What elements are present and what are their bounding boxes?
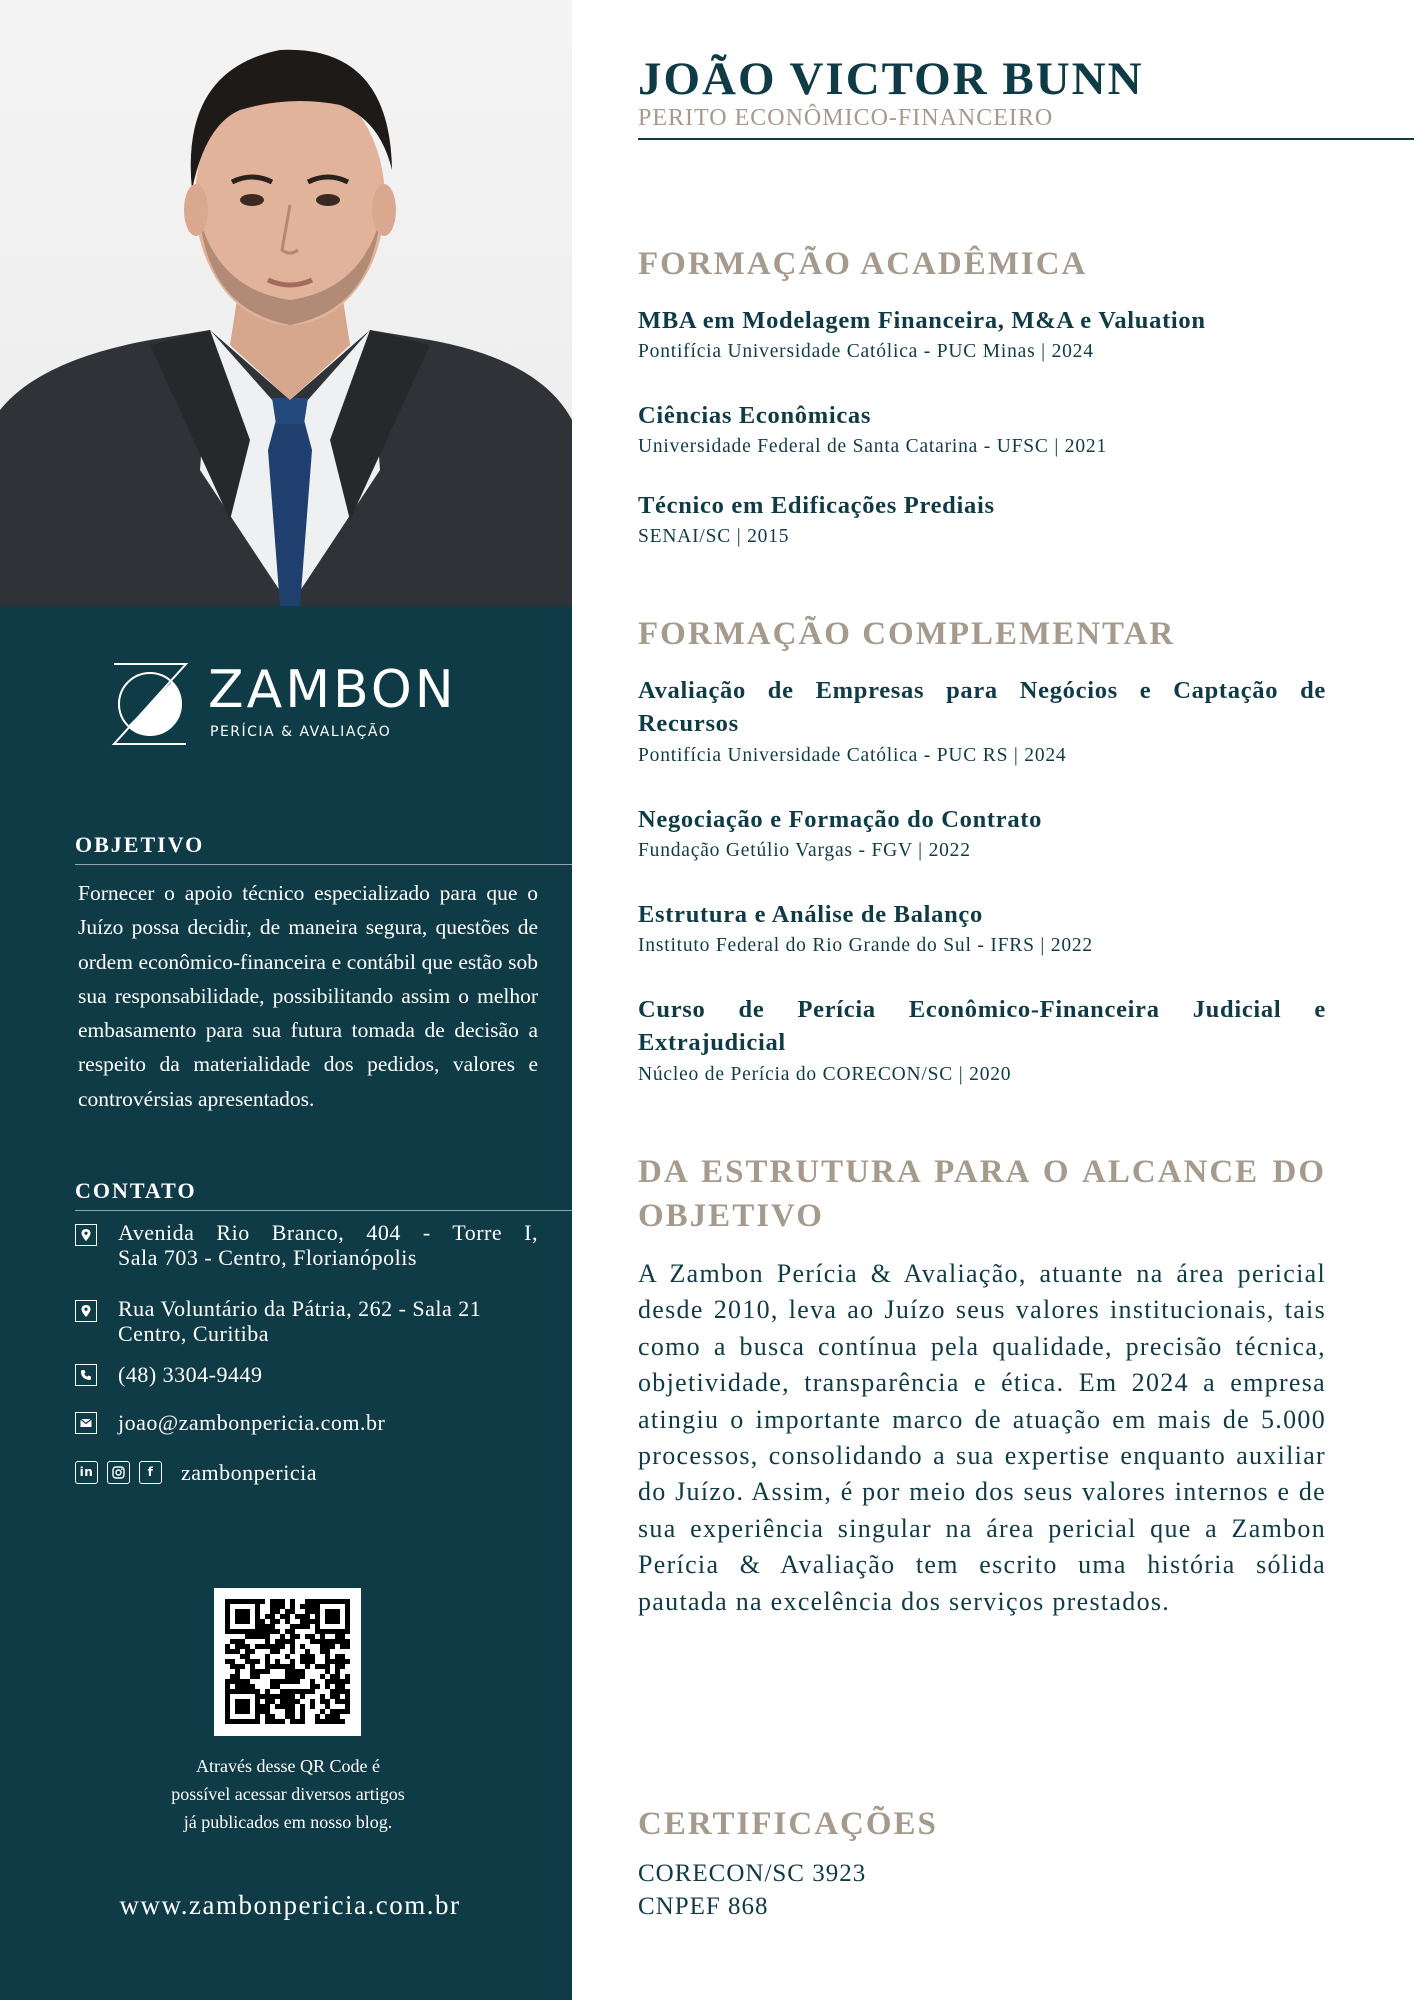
structure-text: A Zambon Perícia & Avaliação, atuante na área pericial desde 2010, leva ao Juízo seus valores institucionais, tais como a busca contínua pela qualidade, precisão técnica, objetividade, transparência e ética. Em 2024 a empresa atingiu o importante marco de atuação em mais de 5.000 processos, consolidando a sua expertise enquanto auxiliar do Juízo. Assim, é por meio dos seus valores internos e de sua experiência singular na área pericial que a Zambon Perícia & Avaliação tem escrito uma história sólida pautada na excelência dos serviços prestados. [638,1259,1326,1616]
phone-number[interactable]: (48) 3304-9449 [118,1362,263,1387]
complementary-item-detail: Pontifícia Universidade Católica - PUC RS | 2024 [638,745,1067,766]
structure-heading: DA ESTRUTURA PARA O ALCANCE DO OBJETIVO [638,1154,1326,1234]
academic-item-title: Técnico em Edificações Prediais [638,492,995,519]
address-1-line-2: Sala 703 - Centro, Florianópolis [118,1245,417,1270]
qr-caption-line-1: Através desse QR Code é [196,1756,380,1776]
complementary-item-detail: Núcleo de Perícia do CORECON/SC | 2020 [638,1064,1012,1085]
academic-item-detail: SENAI/SC | 2015 [638,526,790,547]
certifications-heading: CERTIFICAÇÕES [638,1806,938,1842]
location-pin-icon [75,1300,97,1322]
left-sidebar [0,0,572,2000]
complementary-heading: FORMAÇÃO COMPLEMENTAR [638,616,1176,652]
address-2-line-2: Centro, Curitiba [118,1321,269,1346]
website-link[interactable]: www.zambonpericia.com.br [119,1890,461,1920]
academic-item-detail: Pontifícia Universidade Católica - PUC Minas | 2024 [638,341,1094,362]
instagram-icon[interactable] [107,1461,130,1484]
header-divider [638,138,1414,140]
email-link[interactable]: joao@zambonpericia.com.br [118,1410,386,1435]
social-handle[interactable]: zambonpericia [181,1460,317,1485]
qr-code[interactable] [214,1588,361,1736]
address-1-line-1: Avenida Rio Branco, 404 - Torre I, [118,1220,538,1245]
logo-subtitle: PERÍCIA & AVALIAÇÃO [210,724,392,740]
qr-caption-line-2: possível acessar diversos artigos [171,1784,405,1804]
academic-item-title: Ciências Econômicas [638,402,872,429]
qr-caption [130,1752,446,1836]
zambon-logo [110,662,470,752]
contact-heading: CONTATO [75,1178,572,1211]
logo-wordmark: ZAMBON [208,660,457,720]
person-name: JOÃO VICTOR BUNN [638,53,1144,105]
zambon-logo-mark-icon [110,662,190,746]
facebook-icon[interactable]: f [139,1461,162,1484]
certification-item: CORECON/SC 3923 [638,1860,867,1887]
certification-item: CNPEF 868 [638,1893,769,1920]
complementary-item-title: Curso de Perícia Econômico-Financeira Judicial e Extrajudicial [638,996,1326,1056]
complementary-item-title: Negociação e Formação do Contrato [638,806,1043,833]
objective-heading: OBJETIVO [75,832,572,865]
qr-caption-line-3: já publicados em nosso blog. [183,1812,393,1832]
academic-item-detail: Universidade Federal de Santa Catarina - UFSC | 2021 [638,436,1107,457]
location-pin-icon [75,1224,97,1246]
email-icon [75,1412,97,1434]
qr-code-image [214,1588,361,1736]
address-2-line-1: Rua Voluntário da Pátria, 262 - Sala 21 [118,1296,482,1321]
complementary-item-title: Estrutura e Análise de Balanço [638,901,983,928]
academic-item-title: MBA em Modelagem Financeira, M&A e Valuation [638,307,1206,334]
complementary-item-title: Avaliação de Empresas para Negócios e Captação de Recursos [638,677,1326,737]
linkedin-icon[interactable]: in [75,1461,98,1484]
objective-text: Fornecer o apoio técnico especializado para que o Juízo possa decidir, de maneira segura, questões de ordem econômico-financeira e contábil que estão sob sua responsabilidade, possibilitando assim o melhor embasamento para sua futura tomada de decisão a respeito da materialidade dos pedidos, valores e controvérsias apresentados. [78,881,538,1111]
profile-photo [0,0,572,606]
academic-heading: FORMAÇÃO ACADÊMICA [638,246,1088,282]
phone-icon [75,1364,97,1386]
complementary-item-detail: Instituto Federal do Rio Grande do Sul - IFRS | 2022 [638,935,1093,956]
complementary-item-detail: Fundação Getúlio Vargas - FGV | 2022 [638,840,971,861]
person-title: PERITO ECONÔMICO-FINANCEIRO [638,105,1054,131]
